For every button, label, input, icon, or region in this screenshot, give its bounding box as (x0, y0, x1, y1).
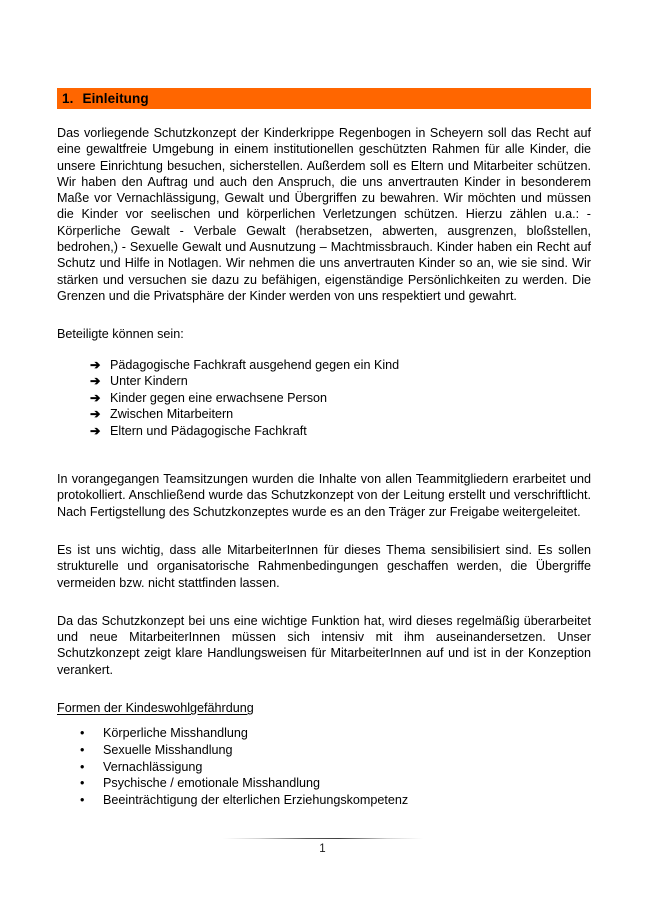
list-item-label: Sexuelle Misshandlung (103, 743, 233, 758)
footer-divider (223, 838, 423, 839)
paragraph-awareness: Es ist uns wichtig, dass alle MitarbeiterInnen für dieses Thema sensibilisiert sind. Es sollen strukturelle und organisatorische Rahmenbedingungen geschaffen werden, die Übergriffe vermeiden bzw. nicht stattfinden lassen. (57, 542, 591, 590)
list-item-label: Eltern und Pädagogische Fachkraft (110, 423, 307, 438)
arrow-right-icon: ➔ (90, 407, 101, 422)
arrow-right-icon: ➔ (90, 423, 101, 438)
list-item-label: Zwischen Mitarbeitern (110, 407, 234, 422)
bullet-dot-icon: • (80, 743, 85, 758)
list-item (90, 373, 591, 390)
list-item-label: Körperliche Misshandlung (103, 726, 248, 741)
section-title: Einleitung (82, 91, 149, 106)
paragraph-revision: Da das Schutzkonzept bei uns eine wichtige Funktion hat, wird dieses regelmäßig überarbeitet und neue MitarbeiterInnen müssen sich intensiv mit ihm auseinandersetzen. Unser Schutzkonzept zeigt klare Handlungsweisen für MitarbeiterInnen auf und ist in der Konzeption verankert. (57, 613, 591, 677)
list-item-label: Pädagogische Fachkraft ausgehend gegen ein Kind (110, 357, 400, 372)
arrow-right-icon: ➔ (90, 390, 101, 405)
list-item (80, 792, 591, 809)
spacer (57, 605, 591, 613)
spacer (57, 343, 591, 357)
list-item-label: Beeinträchtigung der elterlichen Erziehungskompetenz (103, 793, 409, 808)
list-item-label: Vernachlässigung (103, 759, 203, 774)
bullet-dot-icon: • (80, 776, 85, 791)
list-item-label: Kinder gegen eine erwachsene Person (110, 390, 328, 405)
list-item-label: Psychische / emotionale Misshandlung (103, 776, 321, 791)
paragraph-intro: Das vorliegende Schutzkonzept der Kinderkrippe Regenbogen in Scheyern soll das Recht auf eine gewaltfreie Umgebung in einem institutionellen geschützten Rahmen für alle Kinder, die unsere Einrichtung besuchen, sicherstellen. Außerdem soll es Eltern und Mitarbeiter schützen. Wir haben den Auftrag und auch den Anspruch, die uns anvertrauten Kinder in besonderem Maße vor Vernachlässigung, Gewalt und Übergriffen zu bewahren. Wir möchten und müssen die Kinder vor seelischen und körperlichen Verletzungen schützen. Hierzu zählen u.a.: - Körperliche Gewalt - Verbale Gewalt (herabsetzen, abwerten, ausgrenzen, bloßstellen, bedrohen,) - Sexuelle Gewalt und Ausnutzung – Machtmissbrauch. Kinder haben ein Recht auf Schutz und Hilfe in Notlagen. Wir nehmen die uns anvertrauten Kinder so an, wie sie sind. Wir stärken und versuchen sie dazu zu befähigen, eigenständige Persönlichkeiten zu werden. Die Grenzen und die Privatsphäre der Kinder werden von uns respektiert und gewahrt. (57, 126, 591, 303)
list-item (80, 725, 591, 742)
arrow-right-icon: ➔ (90, 374, 101, 389)
spacer (57, 534, 591, 542)
page-footer (0, 838, 645, 856)
list-item-label: Unter Kindern (110, 374, 188, 389)
document-content (57, 88, 591, 809)
spacer (57, 318, 591, 326)
spacer (57, 439, 591, 457)
paragraph-team-meetings: In vorangegangen Teamsitzungen wurden die Inhalte von allen Teammitgliedern erarbeitet und protokolliert. Anschließend wurde das Schutzkonzept von der Leitung erstellt und verschriftlicht. Nach Fertigstellung des Schutzkonzeptes wurde es an den Träger zur Freigabe weitergeleitet. (57, 472, 591, 519)
list-item (80, 775, 591, 792)
paragraph-participants-intro: Beteiligte können sein: (57, 327, 184, 342)
section-number: 1. (62, 91, 74, 106)
bullet-dot-icon: • (80, 793, 85, 808)
spacer (57, 692, 591, 700)
page-number: 1 (319, 843, 326, 855)
bullet-dot-icon: • (80, 759, 85, 774)
spacer (57, 457, 591, 471)
bullet-dot-icon: • (80, 726, 85, 741)
list-item (90, 390, 591, 407)
arrow-right-icon: ➔ (90, 357, 101, 372)
list-item (80, 742, 591, 759)
participants-list (57, 357, 591, 440)
list-item (90, 423, 591, 440)
list-item (90, 357, 591, 374)
list-item (90, 406, 591, 423)
forms-list (57, 725, 591, 809)
list-item (80, 759, 591, 776)
subheading-formen-der-kindeswohlgefaehrdung: Formen der Kindeswohlgefährdung (57, 701, 254, 716)
section-heading-einleitung (57, 88, 591, 109)
